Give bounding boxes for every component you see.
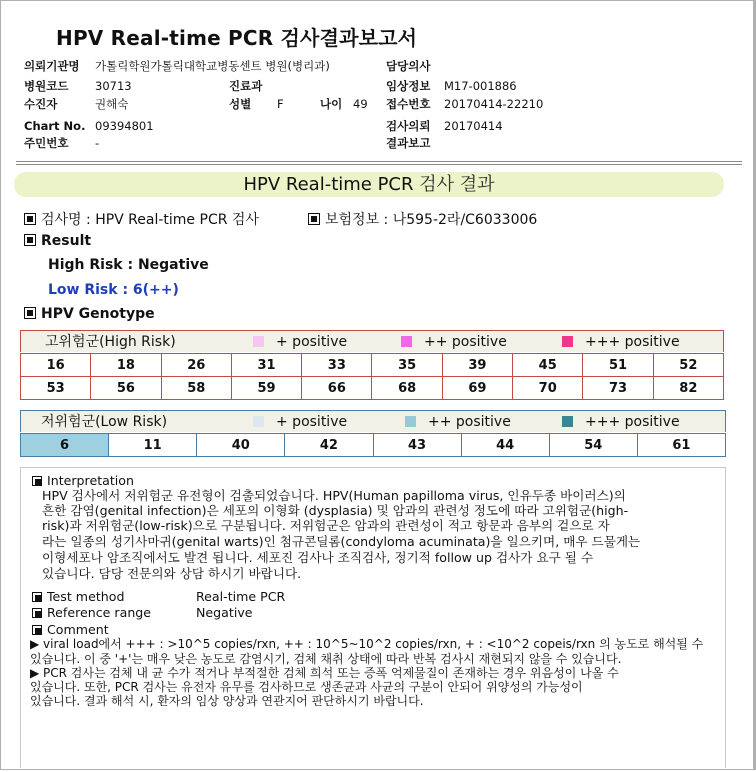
report-title: HPV Real-time PCR 검사결과보고서 [56, 26, 418, 50]
patient-value: 권해숙 [95, 97, 129, 111]
chart-no-label: Chart No. [24, 119, 86, 133]
genotype-cell: 39 [442, 354, 512, 377]
hospital-code-value: 30713 [95, 79, 132, 93]
light-blue-swatch-icon [253, 416, 264, 427]
genotype-cell: 44 [461, 434, 549, 457]
high-legend-plus2: ++ positive [401, 331, 507, 353]
checkbox-icon [24, 234, 36, 246]
checkbox-icon [32, 476, 42, 486]
institution-label: 의뢰기관명 [24, 59, 80, 73]
genotype-cell: 53 [21, 377, 91, 400]
test-method-label: Test method [47, 589, 125, 604]
interpretation-line: 있습니다. 담당 전문의와 상담 하시기 바랍니다. [42, 566, 302, 581]
request-value: 20170414 [444, 119, 503, 133]
result-heading-row [24, 233, 91, 249]
genotype-cell: 69 [442, 377, 512, 400]
genotype-cell: 73 [583, 377, 653, 400]
comment-line: ▶ viral load에서 +++ : >10^5 copies/rxn, ++ : 10^5~10^2 copies/rxn, + : <10^2 copeis/rxn 의 농도로 해석될 수 [30, 637, 704, 651]
genotype-cell-highlighted: 6 [21, 434, 109, 457]
genotype-cell: 18 [91, 354, 161, 377]
sex-value: F [277, 97, 284, 111]
low-risk-header-label: 저위험군(Low Risk) [41, 414, 168, 430]
genotype-cell: 70 [513, 377, 583, 400]
interpretation-line: HPV 검사에서 저위험군 유전형이 검출되었습니다. HPV(Human papilloma virus, 인유두종 바이러스)의 [42, 488, 626, 503]
banner-title-ko: 검사 결과 [419, 174, 495, 195]
divider-bottom [16, 164, 742, 165]
result-heading: Result [41, 233, 92, 249]
sky-blue-swatch-icon [405, 416, 416, 427]
clinical-label: 임상정보 [386, 79, 431, 93]
sex-label: 성별 [229, 97, 252, 111]
pink-swatch-icon [253, 336, 264, 347]
high-risk-table [20, 353, 724, 400]
high-risk-header-label: 고위험군(High Risk) [45, 334, 176, 350]
test-method-value: Real-time PCR [196, 589, 286, 604]
genotype-cell: 58 [161, 377, 231, 400]
high-risk-header [20, 330, 724, 352]
resident-label: 주민번호 [24, 136, 69, 150]
insurance-info: 보험정보 : 나595-2라/C6033006 [325, 212, 538, 228]
comment-line: ▶ PCR 검사는 검체 내 균 수가 적거나 부적절한 검체 희석 또는 증폭 억제물질이 존재하는 경우 위음성이 나올 수 [30, 666, 619, 680]
genotype-cell: 31 [231, 354, 301, 377]
age-value: 49 [353, 97, 368, 111]
low-risk-result: Low Risk : 6(++) [48, 282, 179, 298]
genotype-cell: 61 [637, 434, 725, 457]
genotype-cell: 16 [21, 354, 91, 377]
magenta-swatch-icon [401, 336, 412, 347]
dept-label: 진료과 [229, 79, 263, 93]
low-risk-table [20, 433, 726, 457]
genotype-cell: 66 [302, 377, 372, 400]
result-banner [14, 172, 724, 197]
interpretation-line: 흔한 감염(genital infection)은 세포의 이형화 (dysplasia) 및 암과의 관련성 정도에 따라 고위험군(high- [42, 503, 629, 518]
insurance-row [308, 209, 537, 229]
comment-line: 있습니다. 이 중 '+'는 매우 낮은 농도로 감염시기, 검체 채취 상태에 따라 반복 검사시 재현되지 않을 수 있습니다. [30, 652, 622, 666]
test-name-row [24, 209, 259, 229]
genotype-cell: 43 [373, 434, 461, 457]
genotype-cell: 40 [197, 434, 285, 457]
genotype-cell: 82 [653, 377, 723, 400]
checkbox-icon [308, 213, 320, 225]
age-label: 나이 [320, 97, 343, 111]
genotype-cell: 35 [372, 354, 442, 377]
genotype-cell: 26 [161, 354, 231, 377]
high-legend-plus3: +++ positive [562, 331, 680, 353]
low-legend-plus3: +++ positive [562, 411, 680, 433]
checkbox-icon [24, 213, 36, 225]
genotype-cell: 42 [285, 434, 373, 457]
reference-value: Negative [196, 605, 253, 620]
rose-swatch-icon [562, 336, 573, 347]
genotype-cell: 33 [302, 354, 372, 377]
comment-line: 있습니다. 또한, PCR 검사는 유전자 유무를 검사하므로 생존균과 사균의 구분이 안되어 위양성의 가능성이 [30, 680, 583, 694]
genotype-cell: 51 [583, 354, 653, 377]
test-name: 검사명 : HPV Real-time PCR 검사 [41, 212, 259, 228]
genotype-heading: HPV Genotype [41, 306, 155, 322]
low-risk-header [20, 410, 726, 432]
reference-row [32, 605, 151, 620]
interpretation-line: 라는 일종의 성기사마귀(genital warts)인 첨규콘딜롬(condyloma acuminata)을 일으키며, 매우 드물게는 [42, 534, 641, 549]
clinical-value: M17-001886 [444, 79, 517, 93]
test-method-row [32, 589, 124, 604]
interpretation-line: 이형세포나 암조직에서도 발견 됩니다. 세포진 검사나 조직검사, 정기적 follow up 검사가 요구 될 수 [42, 550, 594, 565]
interpretation-line: risk)과 저위험군(low-risk)으로 구분됩니다. 저위험군은 암과의 관련성이 적고 항문과 음부의 겉으로 자 [42, 518, 610, 533]
genotype-cell: 11 [109, 434, 197, 457]
patient-label: 수진자 [24, 97, 58, 111]
table-row [21, 354, 724, 377]
genotype-cell: 54 [549, 434, 637, 457]
report-date-label: 결과보고 [386, 136, 431, 150]
checkbox-icon [32, 592, 42, 602]
genotype-cell: 45 [513, 354, 583, 377]
comment-label: Comment [47, 622, 109, 637]
checkbox-icon [32, 625, 42, 635]
chart-no-value: 09394801 [95, 119, 154, 133]
doctor-label: 담당의사 [386, 59, 431, 73]
high-legend-plus: + positive [253, 331, 347, 353]
low-legend-plus: + positive [253, 411, 347, 433]
genotype-cell: 68 [372, 377, 442, 400]
divider-top [16, 161, 742, 162]
genotype-cell: 52 [653, 354, 723, 377]
receipt-value: 20170414-22210 [444, 97, 544, 111]
genotype-cell: 56 [91, 377, 161, 400]
checkbox-icon [32, 608, 42, 618]
high-risk-result: High Risk : Negative [48, 257, 209, 273]
comment-line: 있습니다. 결과 해석 시, 환자의 임상 양상과 연관지어 판단하시기 바랍니다. [30, 694, 424, 708]
table-row [21, 434, 726, 457]
reference-label: Reference range [47, 605, 152, 620]
request-label: 검사의뢰 [386, 119, 431, 133]
hospital-code-label: 병원코드 [24, 79, 69, 93]
interpretation-heading: Interpretation [47, 473, 134, 488]
resident-value: - [95, 136, 100, 150]
teal-swatch-icon [562, 416, 573, 427]
banner-title-en: HPV Real-time PCR [243, 174, 414, 195]
institution-value: 가톨릭학원가톨릭대학교병동센트 병원(병리과) [95, 59, 330, 73]
interpretation-heading-row [32, 473, 134, 488]
comment-row [32, 622, 109, 637]
receipt-label: 접수번호 [386, 97, 431, 111]
low-legend-plus2: ++ positive [405, 411, 511, 433]
genotype-cell: 59 [231, 377, 301, 400]
genotype-heading-row [24, 306, 155, 322]
table-row [21, 377, 724, 400]
checkbox-icon [24, 307, 36, 319]
